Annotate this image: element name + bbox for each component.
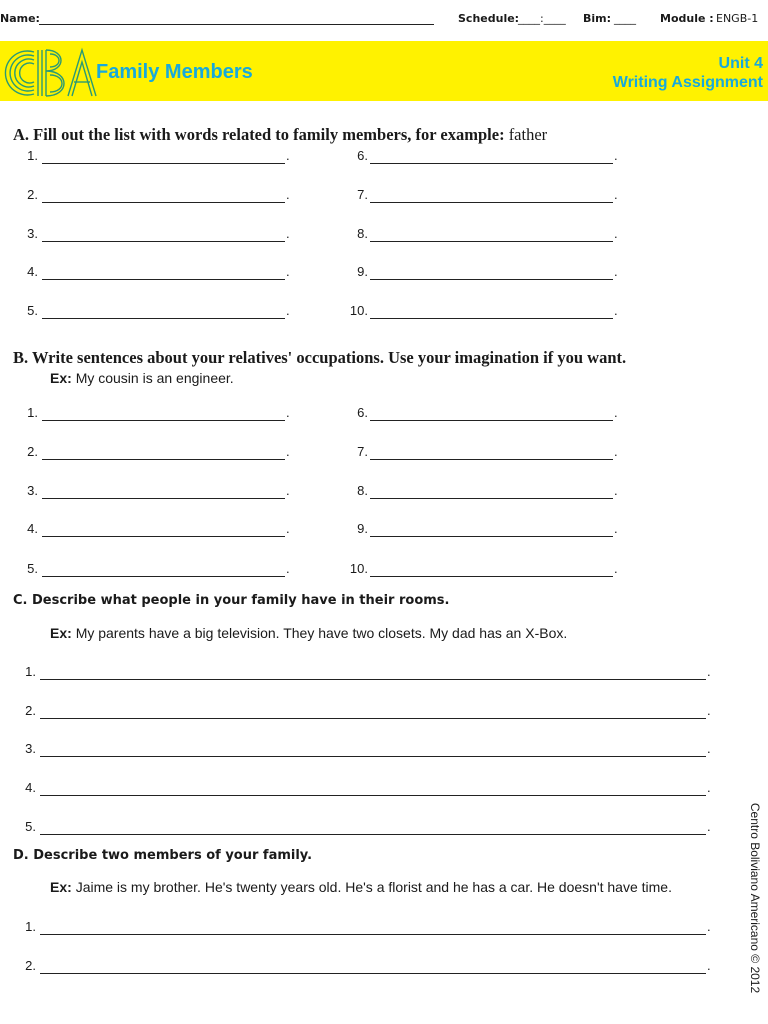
page-title: Family Members xyxy=(96,61,253,83)
section-a-item-4-answer-line[interactable] xyxy=(42,279,285,280)
section-a-item-4-number: 4. xyxy=(27,264,38,279)
section-c-item-2-period: . xyxy=(707,703,711,718)
section-a-item-9-number: 9. xyxy=(357,264,368,279)
section-b-item-1-number: 1. xyxy=(27,405,38,420)
section-c-item-1-answer-line[interactable] xyxy=(40,679,706,680)
section-c-item-1-period: . xyxy=(707,664,711,679)
section-a-item-2-period: . xyxy=(286,187,290,202)
section-b-item-2-period: . xyxy=(286,444,290,459)
section-b-item-8-answer-line[interactable] xyxy=(370,498,613,499)
section-a-item-6-answer-line[interactable] xyxy=(370,163,613,164)
section-b-item-10-answer-line[interactable] xyxy=(370,576,613,577)
name-label: Name: xyxy=(0,12,40,25)
section-a-item-10-period: . xyxy=(614,303,618,318)
section-c-item-5-period: . xyxy=(707,819,711,834)
section-a-item-1-answer-line[interactable] xyxy=(42,163,285,164)
section-b-example: Ex: My cousin is an engineer. xyxy=(50,370,234,386)
section-d-heading: D. Describe two members of your family. xyxy=(13,848,313,863)
section-a-item-2-answer-line[interactable] xyxy=(42,202,285,203)
section-b-item-2-number: 2. xyxy=(27,444,38,459)
section-a-item-4-period: . xyxy=(286,264,290,279)
section-b-item-3-number: 3. xyxy=(27,483,38,498)
section-b-item-5-answer-line[interactable] xyxy=(42,576,285,577)
section-c-heading: C. Describe what people in your family have in their rooms. xyxy=(13,593,450,608)
section-d-item-1-period: . xyxy=(707,919,711,934)
section-c-item-2-answer-line[interactable] xyxy=(40,718,706,719)
module-label: Module : xyxy=(660,12,714,25)
section-a-item-3-number: 3. xyxy=(27,226,38,241)
section-a-item-7-period: . xyxy=(614,187,618,202)
section-a-item-10-number: 10. xyxy=(349,303,368,318)
assignment-type: Writing Assignment xyxy=(612,74,763,91)
cba-logo xyxy=(4,46,100,100)
section-d-example: Ex: Jaime is my brother. He's twenty years old. He's a florist and he has a car. He doesn't have time. xyxy=(50,879,672,895)
schedule-blank: ____:____ xyxy=(518,12,566,25)
section-a-item-5-period: . xyxy=(286,303,290,318)
section-b-item-8-period: . xyxy=(614,483,618,498)
section-c-item-3-period: . xyxy=(707,741,711,756)
section-a-heading: A. Fill out the list with words related to family members, for example: father xyxy=(13,125,548,144)
section-c-example: Ex: My parents have a big television. They have two closets. My dad has an X-Box. xyxy=(50,625,568,641)
section-b-item-10-number: 10. xyxy=(349,561,368,576)
section-b-item-9-number: 9. xyxy=(357,521,368,536)
section-d-item-2-answer-line[interactable] xyxy=(40,973,706,974)
section-b-item-5-period: . xyxy=(286,561,290,576)
section-b-item-1-answer-line[interactable] xyxy=(42,420,285,421)
section-c-item-5-answer-line[interactable] xyxy=(40,834,706,835)
section-b-item-1-period: . xyxy=(286,405,290,420)
section-b-item-4-answer-line[interactable] xyxy=(42,536,285,537)
section-c-item-3-number: 3. xyxy=(25,741,36,756)
section-a-item-9-answer-line[interactable] xyxy=(370,279,613,280)
unit-number: Unit 4 xyxy=(718,55,763,72)
name-field[interactable] xyxy=(39,24,434,25)
bim-field[interactable] xyxy=(614,12,636,25)
section-b-item-9-answer-line[interactable] xyxy=(370,536,613,537)
section-b-item-7-number: 7. xyxy=(357,444,368,459)
section-a-item-10-answer-line[interactable] xyxy=(370,318,613,319)
section-b-item-3-answer-line[interactable] xyxy=(42,498,285,499)
section-a-item-9-period: . xyxy=(614,264,618,279)
section-c-item-1-number: 1. xyxy=(25,664,36,679)
bim-label: Bim: xyxy=(583,12,612,25)
unit-heading xyxy=(613,54,763,92)
section-a-item-1-number: 1. xyxy=(27,148,38,163)
section-b-item-6-number: 6. xyxy=(357,405,368,420)
section-a-item-6-number: 6. xyxy=(357,148,368,163)
section-a-item-3-answer-line[interactable] xyxy=(42,241,285,242)
section-b-item-5-number: 5. xyxy=(27,561,38,576)
module-value: ENGB-1 xyxy=(716,12,759,25)
section-a-item-3-period: . xyxy=(286,226,290,241)
section-a-item-7-answer-line[interactable] xyxy=(370,202,613,203)
section-d-item-1-number: 1. xyxy=(25,919,36,934)
section-a-item-1-period: . xyxy=(286,148,290,163)
section-b-item-3-period: . xyxy=(286,483,290,498)
schedule-label: Schedule: xyxy=(458,12,520,25)
section-a-item-7-number: 7. xyxy=(357,187,368,202)
section-b-item-2-answer-line[interactable] xyxy=(42,459,285,460)
section-c-item-2-number: 2. xyxy=(25,703,36,718)
section-a-item-8-answer-line[interactable] xyxy=(370,241,613,242)
section-c-item-3-answer-line[interactable] xyxy=(40,756,706,757)
section-c-item-4-number: 4. xyxy=(25,780,36,795)
copyright-notice: Centro Boliviano Americano © 2012 xyxy=(748,802,762,993)
section-a-item-8-number: 8. xyxy=(357,226,368,241)
bim-blank: ____ xyxy=(614,12,636,25)
section-b-item-4-period: . xyxy=(286,521,290,536)
section-a-item-5-number: 5. xyxy=(27,303,38,318)
section-b-item-6-answer-line[interactable] xyxy=(370,420,613,421)
section-d-item-2-number: 2. xyxy=(25,958,36,973)
section-b-item-9-period: . xyxy=(614,521,618,536)
section-d-item-2-period: . xyxy=(707,958,711,973)
section-c-item-4-answer-line[interactable] xyxy=(40,795,706,796)
section-b-item-7-period: . xyxy=(614,444,618,459)
section-b-item-4-number: 4. xyxy=(27,521,38,536)
section-b-heading: B. Write sentences about your relatives' occupations. Use your imagination if you want. xyxy=(13,348,627,367)
section-c-item-4-period: . xyxy=(707,780,711,795)
section-a-item-8-period: . xyxy=(614,226,618,241)
section-b-item-6-period: . xyxy=(614,405,618,420)
section-a-item-6-period: . xyxy=(614,148,618,163)
section-b-item-7-answer-line[interactable] xyxy=(370,459,613,460)
section-b-item-8-number: 8. xyxy=(357,483,368,498)
schedule-field[interactable] xyxy=(518,12,566,25)
section-d-item-1-answer-line[interactable] xyxy=(40,934,706,935)
section-a-item-2-number: 2. xyxy=(27,187,38,202)
section-b-item-10-period: . xyxy=(614,561,618,576)
section-a-item-5-answer-line[interactable] xyxy=(42,318,285,319)
section-c-item-5-number: 5. xyxy=(25,819,36,834)
